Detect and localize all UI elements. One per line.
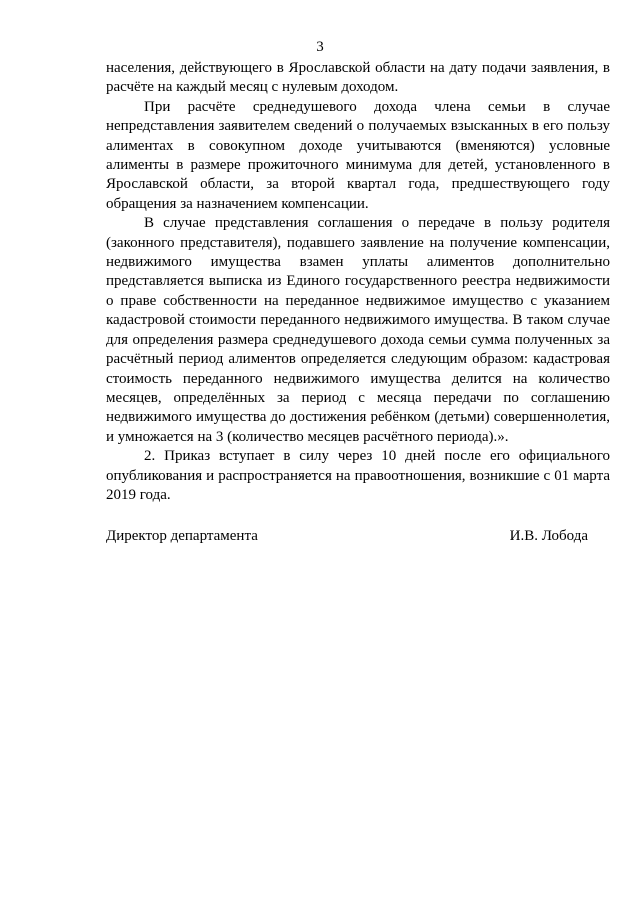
paragraph-effective-date: 2. Приказ вступает в силу через 10 дней после его официального опубликования и распространяется на правоотношения, возникшие с 01 марта 2019 года.	[106, 448, 610, 503]
page-number: 3	[316, 39, 324, 55]
signatory-name: И.В. Лобода	[509, 528, 588, 544]
signatory-position: Директор департамента	[106, 528, 258, 544]
signature-block	[106, 527, 588, 546]
document-body	[106, 59, 610, 505]
paragraph-alimony-imputation: При расчёте среднедушевого дохода члена семьи в случае непредставления заявителем сведений о получаемых взысканных в его пользу алиментах в совокупном доходе учитываются (вменяются) условные алименты в размере прожиточного минимума для детей, установленного в Ярославской области, за второй квартал года, предшествующего году обращения за назначением компенсации.	[106, 98, 610, 212]
paragraph-continuation: населения, действующего в Ярославской области на дату подачи заявления, в расчёте на каждый месяц с нулевым доходом.	[106, 60, 610, 96]
paragraph-property-transfer: В случае представления соглашения о передаче в пользу родителя (законного представителя), подавшего заявление на получение компенсации, недвижимого имущества взамен уплаты алиментов дополнительно представляется выписка из Единого государственного реестра недвижимости о праве собственности на переданное недвижимое имущество с указанием кадастровой стоимости переданного недвижимого имущества. В таком случае для определения размера среднедушевого дохода семьи сумма полученных за расчётный период алиментов определяется следующим образом: кадастровая стоимость переданного недвижимого имущества делится на количество месяцев, определённых за период с месяца передачи по соглашению недвижимого имущества до достижения ребёнком (детьми) совершеннолетия, и умножается на 3 (количество месяцев расчётного периода).».	[106, 215, 610, 445]
